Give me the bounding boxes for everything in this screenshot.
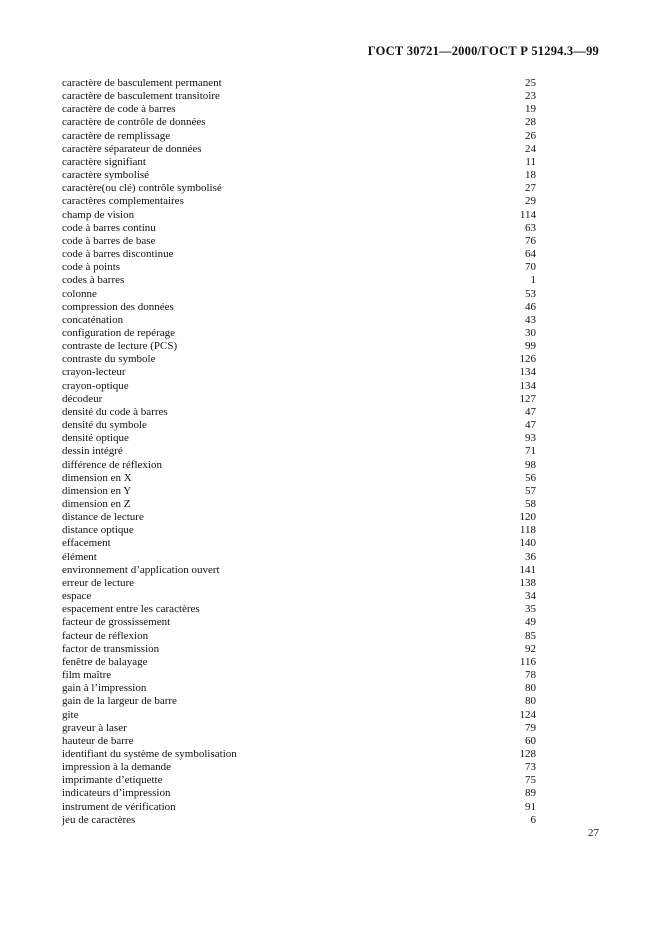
index-term: identifiant du système de symbolisation <box>62 747 237 760</box>
index-entry-row <box>62 248 536 261</box>
index-term: caractère de contrôle de données <box>62 116 206 129</box>
index-entry-number: 75 <box>525 774 536 787</box>
index-entry-number: 23 <box>525 90 536 103</box>
index-entry-row <box>62 748 536 761</box>
index-entry-row <box>62 669 536 682</box>
index-term: film maître <box>62 669 112 682</box>
index-entry-row <box>62 314 536 327</box>
index-term: imprimante d’etiquette <box>62 774 163 787</box>
index-term: factor de transmission <box>62 642 160 655</box>
index-term: caractères complementaires <box>62 195 184 208</box>
index-entry-row <box>62 656 536 669</box>
index-entry-row <box>62 603 536 616</box>
index-term: code à barres discontinue <box>62 248 174 261</box>
index-entry-row <box>62 301 536 314</box>
index-entry-number: 30 <box>525 326 536 339</box>
index-entry-number: 80 <box>525 695 536 708</box>
index-entry-number: 35 <box>525 603 536 616</box>
index-entry-row <box>62 695 536 708</box>
index-term: gite <box>62 708 79 721</box>
index-entry-number: 57 <box>525 484 536 497</box>
index-entry-number: 91 <box>525 800 536 813</box>
index-entry-row <box>62 195 536 208</box>
index-entry-row <box>62 143 536 156</box>
index-entry-number: 19 <box>525 103 536 116</box>
index-entry-number: 58 <box>525 498 536 510</box>
index-term: impression à la demande <box>62 761 172 774</box>
index-entry-row <box>62 511 536 524</box>
index-entry-row <box>62 485 536 498</box>
index-entry-row <box>62 169 536 182</box>
index-entry-row <box>62 590 536 603</box>
index-term: configuration de repérage <box>62 326 175 339</box>
index-term: espace <box>62 590 92 603</box>
index-term: contraste du symbole <box>62 353 156 366</box>
index-entry-number: 116 <box>519 655 536 668</box>
index-entry-row <box>62 616 536 629</box>
index-entry-row <box>62 380 536 393</box>
index-term: effacement <box>62 537 111 550</box>
index-term: crayon-optique <box>62 379 129 392</box>
index-entry-row <box>62 353 536 366</box>
index-entry-number: 49 <box>525 616 536 629</box>
index-entry-number: 24 <box>525 142 536 155</box>
index-entry-number: 46 <box>525 300 536 313</box>
index-entry-row <box>62 459 536 472</box>
index-entry-number: 64 <box>525 248 536 261</box>
index-entry-row <box>62 722 536 735</box>
index-entry-row <box>62 222 536 235</box>
index-entry-number: 134 <box>519 366 536 379</box>
index-entry-number: 114 <box>519 208 536 221</box>
document-header: ГОСТ 30721—2000/ГОСТ Р 51294.3—99 <box>367 44 599 58</box>
index-term: décodeur <box>62 392 103 405</box>
index-entry-row <box>62 577 536 590</box>
index-entry-row <box>62 735 536 748</box>
index-entry-row <box>62 366 536 379</box>
index-entry-row <box>62 801 536 814</box>
index-term: densité optique <box>62 432 129 445</box>
index-entry-number: 126 <box>519 353 536 366</box>
index-entry-number: 128 <box>519 747 536 760</box>
index-entry-row <box>62 814 536 827</box>
index-term: fenêtre de balayage <box>62 655 148 668</box>
index-term: dessin intégré <box>62 445 123 458</box>
index-term: concaténation <box>62 313 124 326</box>
index-term: codes à barres <box>62 274 125 287</box>
index-entry-row <box>62 77 536 90</box>
index-term: champ de vision <box>62 208 135 221</box>
index-term: facteur de réflexion <box>62 629 149 642</box>
index-entry-number: 141 <box>519 563 536 576</box>
index-term: graveur à laser <box>62 721 127 734</box>
index-entry-number: 138 <box>519 576 536 589</box>
index-entry-number: 43 <box>525 313 536 326</box>
index-entry-number: 140 <box>519 537 536 550</box>
index-term: code à barres de base <box>62 234 156 247</box>
index-term: compression des données <box>62 300 174 313</box>
index-entry-row <box>62 274 536 287</box>
index-entry-row <box>62 787 536 800</box>
index-entry-row <box>62 564 536 577</box>
index-entry-row <box>62 209 536 222</box>
index-entry-number: 26 <box>525 129 536 142</box>
index-entry-row <box>62 116 536 129</box>
index-entry-number: 127 <box>519 392 536 405</box>
index-term: caractère de code à barres <box>62 103 176 116</box>
index-entry-number: 18 <box>525 169 536 182</box>
index-entry-row <box>62 103 536 116</box>
index-entry-number: 1 <box>530 274 536 287</box>
index-entry-row <box>62 327 536 340</box>
index-entry-row <box>62 288 536 301</box>
index-entry-number: 89 <box>525 787 536 800</box>
index-entry-row <box>62 551 536 564</box>
index-entry-number: 80 <box>525 682 536 695</box>
index-term: caractère séparateur de données <box>62 142 202 155</box>
index-entry-row <box>62 774 536 787</box>
index-entry-number: 134 <box>519 379 536 392</box>
index-entry-number: 70 <box>525 261 536 274</box>
index-entry-row <box>62 182 536 195</box>
index-entry-row <box>62 156 536 169</box>
index-term: caractère(ou clé) contrôle symbolisé <box>62 182 222 195</box>
index-term: différence de réflexion <box>62 458 162 471</box>
index-entry-row <box>62 419 536 432</box>
index-entry-row <box>62 498 536 511</box>
index-entry-row <box>62 261 536 274</box>
index-entry-number: 6 <box>530 813 536 826</box>
index-term: colonne <box>62 287 97 300</box>
index-entry-number: 28 <box>525 116 536 129</box>
index-entry-row <box>62 393 536 406</box>
index-entry-row <box>62 761 536 774</box>
index-entry-row <box>62 630 536 643</box>
index-term: élément <box>62 550 97 563</box>
index-term: gain à l’impression <box>62 682 147 695</box>
index-entry-row <box>62 90 536 103</box>
index-term: densité du symbole <box>62 419 147 432</box>
index-entry-row <box>62 524 536 537</box>
index-entry-number: 73 <box>525 761 536 774</box>
index-entry-row <box>62 406 536 419</box>
index-term: espacement entre les caractères <box>62 603 200 616</box>
index-term: distance optique <box>62 524 134 537</box>
index-term: distance de lecture <box>62 511 144 524</box>
index-entry-row <box>62 472 536 485</box>
index-entry-number: 47 <box>525 419 536 432</box>
index-term: caractère signifiant <box>62 155 146 168</box>
index-term: hauteur de barre <box>62 734 134 747</box>
index-entry-row <box>62 235 536 248</box>
index-entry-number: 63 <box>525 221 536 234</box>
index-entry-number: 60 <box>525 734 536 747</box>
index-term: gain de la largeur de barre <box>62 695 177 708</box>
index-entry-number: 120 <box>519 511 536 524</box>
index-entry-row <box>62 340 536 353</box>
index-term: environnement d’application ouvert <box>62 563 220 576</box>
index-term: erreur de lecture <box>62 576 135 589</box>
index-entry-number: 79 <box>525 721 536 734</box>
index-entry-row <box>62 537 536 550</box>
index-term: code à barres continu <box>62 221 156 234</box>
index-entry-row <box>62 445 536 458</box>
index-entry-number: 118 <box>519 524 536 537</box>
index-entry-number: 85 <box>525 629 536 642</box>
index-term: caractère de remplissage <box>62 129 171 142</box>
index-entry-number: 11 <box>525 155 536 168</box>
index-entry-number: 27 <box>525 182 536 195</box>
index-entry-number: 53 <box>525 287 536 300</box>
index-entry-number: 99 <box>525 340 536 353</box>
index-term: dimension en Y <box>62 484 132 497</box>
index-entry-row <box>62 643 536 656</box>
index-term: dimension en X <box>62 471 132 484</box>
index-entry-number: 56 <box>525 471 536 484</box>
index-term: instrument de vérification <box>62 800 176 813</box>
index-entry-number: 25 <box>525 77 536 89</box>
index-entry-number: 47 <box>525 405 536 418</box>
index-entry-number: 92 <box>525 642 536 655</box>
page-number: 27 <box>588 827 599 839</box>
index-term: contraste de lecture (PCS) <box>62 340 178 353</box>
index-entry-number: 76 <box>525 234 536 247</box>
index-list <box>62 77 536 827</box>
index-entry-number: 34 <box>525 590 536 603</box>
index-term: facteur de grossissement <box>62 616 171 629</box>
index-term: densité du code à barres <box>62 405 168 418</box>
index-term: caractère symbolisé <box>62 169 150 182</box>
index-entry-number: 36 <box>525 550 536 563</box>
index-term: crayon-lecteur <box>62 366 126 379</box>
index-term: jeu de caractères <box>62 813 136 826</box>
index-term: indicateurs d’impression <box>62 787 171 800</box>
index-term: code à points <box>62 261 121 274</box>
index-entry-number: 93 <box>525 432 536 445</box>
index-entry-row <box>62 709 536 722</box>
index-term: caractère de basculement permanent <box>62 77 222 89</box>
index-entry-row <box>62 682 536 695</box>
index-term: caractère de basculement transitoire <box>62 90 220 103</box>
index-term: dimension en Z <box>62 498 131 510</box>
index-entry-number: 78 <box>525 669 536 682</box>
index-entry-number: 98 <box>525 458 536 471</box>
index-entry-number: 29 <box>525 195 536 208</box>
index-entry-row <box>62 130 536 143</box>
index-entry-number: 71 <box>525 445 536 458</box>
index-entry-number: 124 <box>519 708 536 721</box>
index-entry-row <box>62 432 536 445</box>
